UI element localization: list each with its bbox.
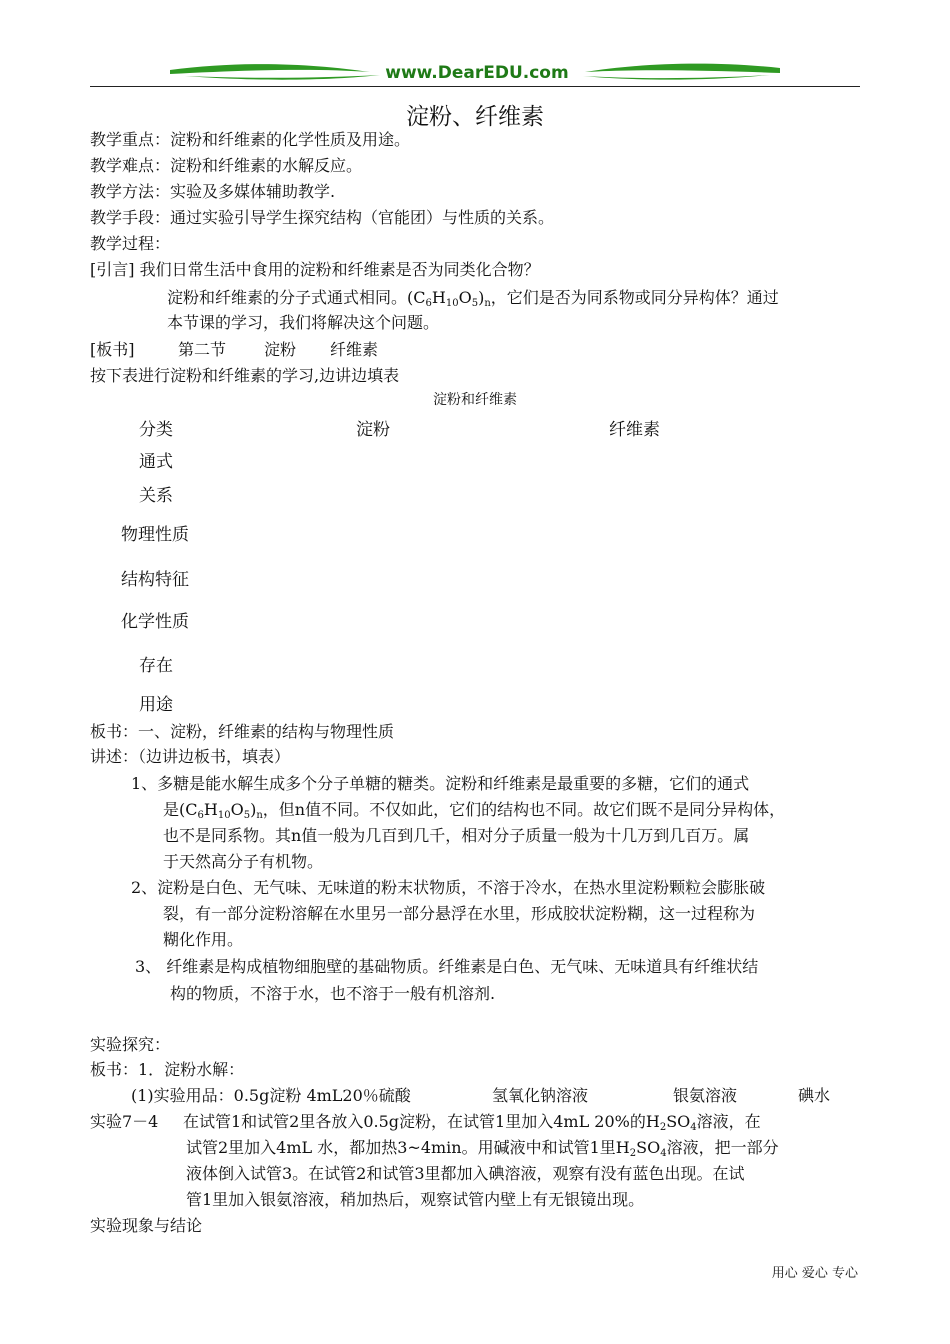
board-cellulose: 纤维素 [330, 340, 379, 359]
experiment-material-naoh: 氢氧化钠溶液 [492, 1086, 589, 1105]
section1-narrate: 讲述：（边讲边板书，填表） [90, 747, 291, 766]
experiment-label: 实验7－4 [90, 1112, 159, 1131]
paragraph-1-line: 是$(C_6H_{10}O_5)_n$，但n值不同。不仅如此，它们的结构也不同。故它们既不是同分异构体， [163, 800, 786, 821]
means: 教学手段：通过实验引导学生探究结构（官能团）与性质的关系。 [90, 208, 555, 227]
paragraph-2-line: 2、淀粉是白色、无气味、无味道的粉末状物质，不溶于冷水，在热水里淀粉颗粒会膨胀破 [131, 878, 766, 897]
experiment-material-silver-ammonia: 银氨溶液 [673, 1086, 738, 1105]
experiment-result-heading: 实验现象与结论 [90, 1216, 203, 1235]
difficulties: 教学难点：淀粉和纤维素的水解反应。 [90, 156, 363, 175]
table-caption: 淀粉和纤维素 [433, 392, 517, 408]
board-section: 第二节 [178, 340, 227, 359]
experiment-materials: (1)实验用品：0.5g淀粉 4mL20％硫酸 [131, 1086, 411, 1105]
header-rule [90, 86, 860, 87]
process-heading: 教学过程： [90, 234, 171, 253]
table-header-cellulose: 纤维素 [609, 420, 660, 440]
table-header-starch: 淀粉 [356, 420, 390, 440]
paragraph-1-line: 于天然高分子有机物。 [163, 852, 324, 871]
table-row-label: 关系 [139, 486, 173, 506]
experiment-step-line: 管1里加入银氨溶液，稍加热后，观察试管内壁上有无银镜出现。 [186, 1190, 645, 1209]
board-label: [板书] [90, 340, 135, 359]
experiment-step-line: 液体倒入试管3。在试管2和试管3里都加入碘溶液，观察有没有蓝色出现。在试 [186, 1164, 745, 1183]
methods: 教学方法：实验及多媒体辅助教学. [90, 182, 336, 201]
instruction: 按下表进行淀粉和纤维素的学习,边讲边填表 [90, 366, 400, 385]
experiment-material-iodine: 碘水 [798, 1086, 831, 1105]
table-row-label: 结构特征 [121, 570, 189, 590]
experiment-heading: 实验探究： [90, 1035, 171, 1054]
header-banner [165, 58, 785, 86]
experiment-step-line: 在试管1和试管2里各放入0.5g淀粉，在试管1里加入4mL 20%的$H_2SO_4$溶液，在 [183, 1112, 761, 1133]
lead-formula-line: 淀粉和纤维素的分子式通式相同。$(C_6H_{10}O_5)_n$，它们是否为同系物或同分异构体？通过 [167, 288, 779, 309]
page-footer: 用心 爱心 专心 [771, 1266, 858, 1281]
board-starch: 淀粉 [264, 340, 297, 359]
section1-board: 板书：一、淀粉，纤维素的结构与物理性质 [90, 722, 395, 741]
experiment-board: 板书：1．淀粉水解： [90, 1060, 245, 1079]
table-row-label: 通式 [139, 452, 173, 472]
key-points: 教学重点：淀粉和纤维素的化学性质及用途。 [90, 130, 411, 149]
table-row-label: 物理性质 [121, 525, 189, 545]
site-logo: www.DearEDU.com [385, 63, 569, 83]
page-title: 淀粉、纤维素 [406, 104, 544, 130]
experiment-step-line: 试管2里加入4mL 水，都加热3~4min。用碱液中和试管1里$H_2SO_4$溶液，把一部分 [186, 1138, 779, 1159]
table-row-label: 用途 [139, 695, 173, 715]
paragraph-2-line: 裂，有一部分淀粉溶解在水里另一部分悬浮在水里，形成胶状淀粉糊，这一过程称为 [163, 904, 756, 923]
paragraph-2-line: 糊化作用。 [163, 930, 244, 949]
lead-question: [引言] 我们日常生活中食用的淀粉和纤维素是否为同类化合物？ [90, 260, 540, 279]
table-row-label: 存在 [139, 656, 173, 676]
paragraph-1-line: 1、多糖是能水解生成多个分子单糖的糖类。淀粉和纤维素是最重要的多糖，它们的通式 [131, 774, 750, 793]
table-row-label: 化学性质 [121, 612, 189, 632]
paragraph-1-line: 也不是同系物。其n值一般为几百到几千，相对分子质量一般为十几万到几百万。属 [163, 826, 750, 845]
paragraph-3-line: 构的物质，不溶于水，也不溶于一般有机溶剂. [170, 984, 496, 1003]
table-header-category: 分类 [139, 420, 173, 440]
lead-goal: 本节课的学习，我们将解决这个问题。 [167, 313, 440, 332]
paragraph-3-line: 3、 纤维素是构成植物细胞壁的基础物质。纤维素是白色、无气味、无味道具有纤维状结 [135, 957, 759, 976]
